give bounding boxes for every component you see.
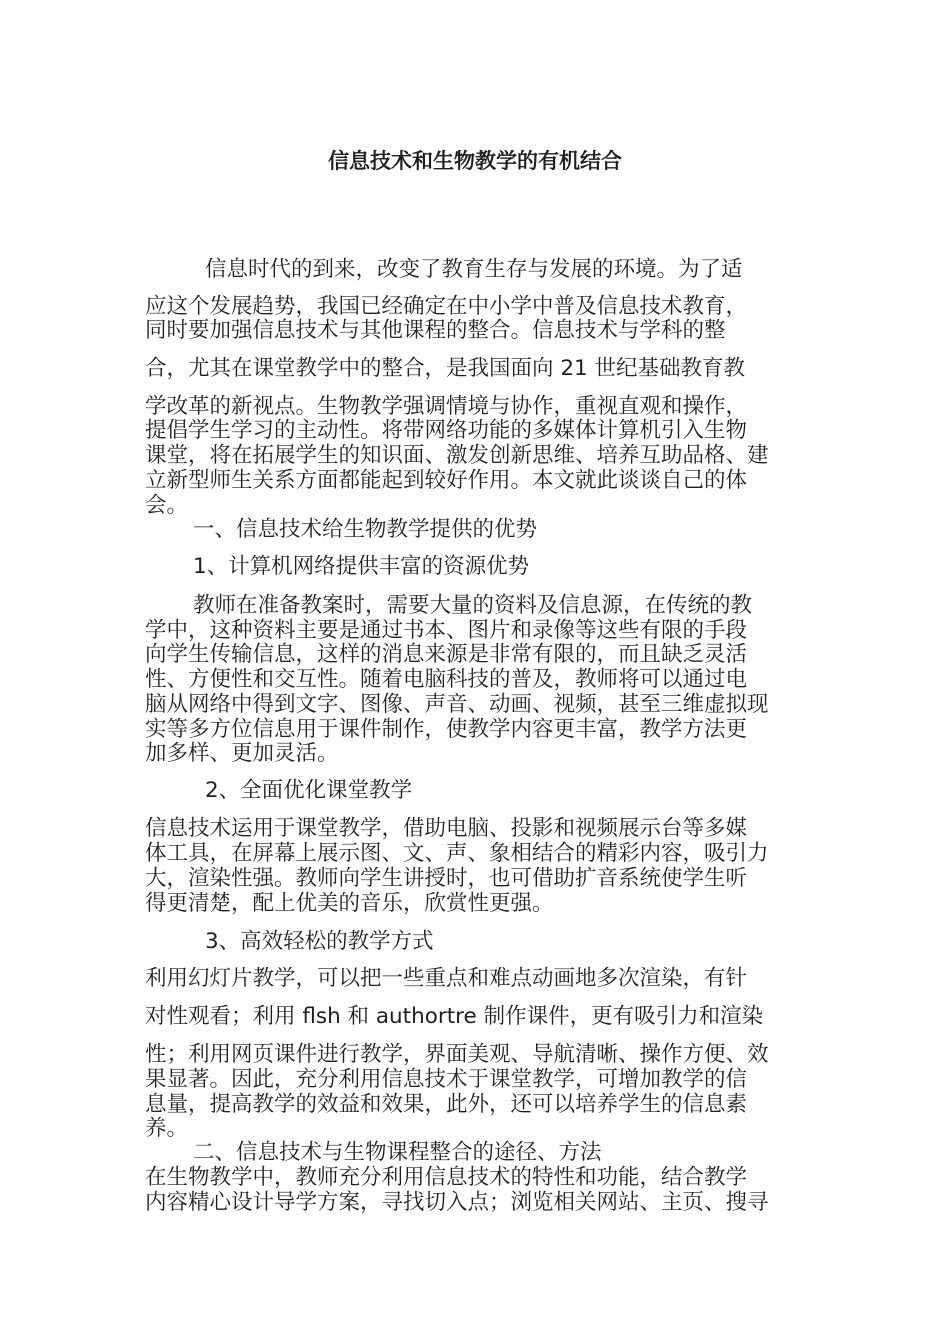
paragraph-line: 课堂，将在拓展学生的知识面、激发创新思维、培养互助品格、建 (145, 443, 769, 468)
paragraph-line: 应这个发展趋势，我国已经确定在中小学中普及信息技术教育， (145, 294, 748, 319)
subsection-heading: 3、高效轻松的教学方式 (205, 929, 434, 954)
subsection-heading: 1、计算机网络提供丰富的资源优势 (193, 554, 530, 579)
paragraph-line: 性；利用网页课件进行教学，界面美观、导航清晰、操作方便、效 (145, 1042, 769, 1067)
paragraph-line: 学中，这种资料主要是通过书本、图片和录像等这些有限的手段 (145, 618, 748, 643)
document-title: 信息技术和生物教学的有机结合 (328, 149, 622, 173)
paragraph-line: 内容精心设计导学方案，寻找切入点；浏览相关网站、主页、搜寻 (145, 1190, 769, 1215)
paragraph-line: 大，渲染性强。教师向学生讲授时，也可借助扩音系统使学生听 (145, 866, 748, 891)
paragraph-line: 合，尤其在课堂教学中的整合，是我国面向 21 世纪基础教育教 (145, 356, 746, 381)
section-heading: 二、信息技术与生物课程整合的途径、方法 (193, 1140, 602, 1165)
paragraph-line: 果显著。因此，充分利用信息技术于课堂教学，可增加教学的信 (145, 1067, 748, 1092)
paragraph-line: 信息技术运用于课堂教学，借助电脑、投影和视频展示台等多媒 (145, 816, 748, 841)
paragraph-line: 得更清楚，配上优美的音乐，欣赏性更强。 (145, 891, 554, 916)
paragraph-line: 体工具，在屏幕上展示图、文、声、象相结合的精彩内容，吸引力 (145, 841, 769, 866)
paragraph-line: 在生物教学中，教师充分利用信息技术的特性和功能，结合教学 (145, 1165, 748, 1190)
paragraph-line: 学改革的新视点。生物教学强调情境与协作，重视直观和操作， (145, 394, 748, 419)
paragraph-line: 息量，提高教学的效益和效果，此外，还可以培养学生的信息素 (145, 1092, 748, 1117)
paragraph-line: 同时要加强信息技术与其他课程的整合。信息技术与学科的整 (145, 318, 726, 343)
paragraph-line: 对性观看；利用 flsh 和 authortre 制作课件，更有吸引力和渲染 (145, 1004, 764, 1029)
paragraph-line: 立新型师生关系方面都能起到较好作用。本文就此谈谈自己的体 (145, 468, 748, 493)
paragraph-line: 实等多方位信息用于课件制作，使教学内容更丰富，教学方法更 (145, 717, 748, 742)
paragraph-line: 脑从网络中得到文字、图像、声音、动画、视频，甚至三维虚拟现 (145, 692, 769, 717)
paragraph-line: 向学生传输信息，这样的消息来源是非常有限的，而且缺乏灵活 (145, 642, 748, 667)
paragraph-line: 性、方便性和交互性。随着电脑科技的普及，教师将可以通过电 (145, 667, 748, 692)
paragraph-line: 加多样、更加灵活。 (145, 741, 339, 766)
paragraph-line: 提倡学生学习的主动性。将带网络功能的多媒体计算机引入生物 (145, 418, 748, 443)
paragraph-line: 信息时代的到来，改变了教育生存与发展的环境。为了适 (205, 257, 743, 282)
section-heading: 一、信息技术给生物教学提供的优势 (193, 517, 538, 542)
paragraph-line: 教师在准备教案时，需要大量的资料及信息源，在传统的教 (193, 593, 753, 618)
paragraph-line: 养。 (145, 1116, 189, 1141)
subsection-heading: 2、全面优化课堂教学 (205, 778, 413, 803)
paragraph-line: 会。 (145, 493, 189, 518)
paragraph-line: 利用幻灯片教学，可以把一些重点和难点动画地多次渲染，有针 (145, 966, 748, 991)
